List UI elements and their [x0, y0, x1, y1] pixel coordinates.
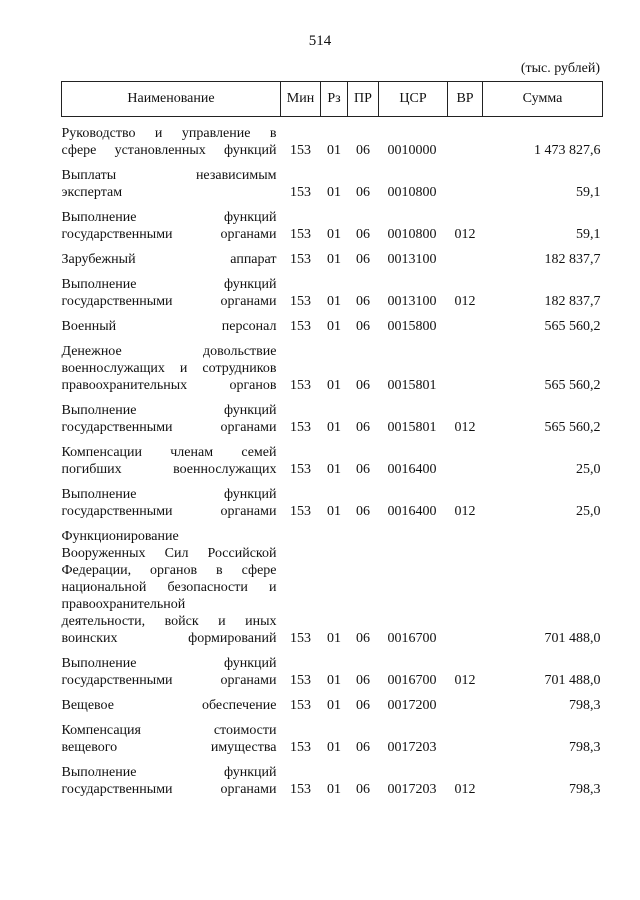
header-name: Наименование	[62, 82, 281, 117]
row-pr: 06	[356, 143, 370, 158]
row-name-line: Вещевое обеспечение	[61, 698, 277, 713]
row-csr: 0016700	[387, 631, 437, 646]
row-csr: 0015801	[387, 378, 437, 393]
row-name-line: Компенсация стоимости	[61, 723, 277, 738]
row-name-line: государственными органами	[61, 420, 277, 435]
row-name	[62, 398, 281, 440]
row-rz: 01	[327, 227, 341, 242]
row-vr: 012	[454, 227, 476, 242]
row-name	[62, 524, 281, 651]
row-min: 153	[290, 378, 311, 393]
row-pr: 06	[356, 462, 370, 477]
row-name	[62, 163, 281, 205]
row-name	[62, 117, 281, 164]
table-body	[62, 117, 603, 803]
row-csr: 0016400	[387, 462, 437, 477]
row-csr: 0013100	[387, 294, 437, 309]
row-rz: 01	[327, 740, 341, 755]
row-sum: 182 837,7	[544, 294, 601, 309]
row-vr	[448, 163, 483, 205]
row-name-line: Функционирование	[61, 529, 179, 544]
page-number: 514	[308, 33, 332, 49]
row-min: 153	[290, 782, 311, 797]
row-name	[62, 718, 281, 760]
header-pr: ПР	[348, 82, 379, 117]
row-min: 153	[290, 462, 311, 477]
row-name-line: национальной безопасности и	[61, 580, 277, 595]
row-name-line: Руководство и управление в	[61, 126, 277, 141]
row-name	[62, 760, 281, 802]
row-name-line: государственными органами	[61, 227, 277, 242]
row-pr: 06	[356, 673, 370, 688]
row-name-line: вещевого имущества	[61, 740, 277, 755]
row-sum: 565 560,2	[544, 420, 601, 435]
row-vr	[448, 524, 483, 651]
row-sum: 59,1	[576, 227, 601, 242]
row-vr: 012	[454, 673, 476, 688]
row-pr: 06	[356, 631, 370, 646]
row-sum: 25,0	[576, 504, 601, 519]
table-row	[62, 314, 603, 339]
table-row	[62, 651, 603, 693]
row-name-line: Военный персонал	[61, 319, 277, 334]
budget-table	[61, 81, 603, 802]
row-name-line: военнослужащих и сотрудников	[61, 361, 277, 376]
row-min: 153	[290, 698, 311, 713]
row-name-line: воинских формирований	[61, 631, 277, 646]
row-name-line: Зарубежный аппарат	[61, 252, 277, 267]
row-min: 153	[290, 227, 311, 242]
row-vr: 012	[454, 504, 476, 519]
row-name-line: Выполнение функций	[61, 765, 277, 780]
row-pr: 06	[356, 698, 370, 713]
row-pr: 06	[356, 740, 370, 755]
row-sum: 59,1	[576, 185, 601, 200]
row-vr: 012	[454, 294, 476, 309]
row-rz: 01	[327, 143, 341, 158]
row-pr: 06	[356, 504, 370, 519]
row-pr: 06	[356, 252, 370, 267]
table-row	[62, 247, 603, 272]
row-name-line: Компенсации членам семей	[61, 445, 277, 460]
row-name-line: Выполнение функций	[61, 487, 277, 502]
table-header-row	[62, 82, 603, 117]
row-sum: 798,3	[569, 782, 601, 797]
table-row	[62, 205, 603, 247]
row-csr: 0017203	[387, 782, 437, 797]
table-row	[62, 339, 603, 398]
row-name	[62, 651, 281, 693]
row-name-line: правоохранительных органов	[61, 378, 277, 393]
row-rz: 01	[327, 504, 341, 519]
row-name-line: государственными органами	[61, 294, 277, 309]
row-rz: 01	[327, 294, 341, 309]
row-name-line: Выполнение функций	[61, 210, 277, 225]
row-pr: 06	[356, 185, 370, 200]
row-csr: 0016400	[387, 504, 437, 519]
row-vr	[448, 440, 483, 482]
row-pr: 06	[356, 319, 370, 334]
row-rz: 01	[327, 378, 341, 393]
row-csr: 0015800	[387, 319, 437, 334]
table-row	[62, 398, 603, 440]
row-csr: 0015801	[387, 420, 437, 435]
row-name-line: сфере установленных функций	[61, 143, 277, 158]
row-name-line: государственными органами	[61, 504, 277, 519]
row-min: 153	[290, 504, 311, 519]
row-sum: 798,3	[569, 740, 601, 755]
row-min: 153	[290, 252, 311, 267]
row-sum: 182 837,7	[544, 252, 601, 267]
row-pr: 06	[356, 420, 370, 435]
row-csr: 0010800	[387, 227, 437, 242]
row-name	[62, 247, 281, 272]
row-min: 153	[290, 673, 311, 688]
row-min: 153	[290, 420, 311, 435]
table-row	[62, 163, 603, 205]
row-min: 153	[290, 185, 311, 200]
row-sum: 798,3	[569, 698, 601, 713]
row-name-line: Федерации, органов в сфере	[61, 563, 277, 578]
row-csr: 0010000	[387, 143, 437, 158]
row-name-line: Выполнение функций	[61, 277, 277, 292]
row-csr: 0013100	[387, 252, 437, 267]
units-label: (тыс. рублей)	[520, 61, 600, 76]
header-sum: Сумма	[483, 82, 603, 117]
row-min: 153	[290, 319, 311, 334]
table-row	[62, 440, 603, 482]
row-rz: 01	[327, 782, 341, 797]
row-name	[62, 272, 281, 314]
row-sum: 701 488,0	[544, 631, 601, 646]
row-sum: 565 560,2	[544, 378, 601, 393]
row-vr	[448, 718, 483, 760]
row-csr: 0010800	[387, 185, 437, 200]
header-csr: ЦСР	[379, 82, 448, 117]
row-pr: 06	[356, 782, 370, 797]
header-min: Мин	[281, 82, 321, 117]
row-rz: 01	[327, 185, 341, 200]
row-min: 153	[290, 631, 311, 646]
row-name-line: Выполнение функций	[61, 403, 277, 418]
row-sum: 565 560,2	[544, 319, 601, 334]
row-csr: 0017200	[387, 698, 437, 713]
row-pr: 06	[356, 227, 370, 242]
row-pr: 06	[356, 294, 370, 309]
row-name-line: деятельности, войск и иных	[61, 614, 277, 629]
row-vr: 012	[454, 782, 476, 797]
row-vr	[448, 117, 483, 164]
row-vr	[448, 314, 483, 339]
row-sum: 701 488,0	[544, 673, 601, 688]
row-name	[62, 440, 281, 482]
row-name-line: Денежное довольствие	[61, 344, 277, 359]
table-row	[62, 482, 603, 524]
row-rz: 01	[327, 252, 341, 267]
row-name	[62, 314, 281, 339]
row-name-line: государственными органами	[61, 782, 277, 797]
row-min: 153	[290, 740, 311, 755]
row-name	[62, 205, 281, 247]
row-rz: 01	[327, 462, 341, 477]
row-name-line: Вооруженных Сил Российской	[61, 546, 277, 561]
table-row	[62, 272, 603, 314]
row-name-line: экспертам	[61, 185, 123, 200]
row-name-line: правоохранительной	[61, 597, 186, 612]
row-rz: 01	[327, 631, 341, 646]
row-name	[62, 693, 281, 718]
header-vr: ВР	[448, 82, 483, 117]
row-min: 153	[290, 294, 311, 309]
table-row	[62, 693, 603, 718]
row-name	[62, 339, 281, 398]
table-row	[62, 718, 603, 760]
row-sum: 1 473 827,6	[534, 143, 601, 158]
row-rz: 01	[327, 420, 341, 435]
table-row	[62, 117, 603, 164]
header-rz: Рз	[321, 82, 348, 117]
row-rz: 01	[327, 698, 341, 713]
row-name-line: погибших военнослужащих	[61, 462, 277, 477]
row-pr: 06	[356, 378, 370, 393]
row-name-line: государственными органами	[61, 673, 277, 688]
row-rz: 01	[327, 319, 341, 334]
row-rz: 01	[327, 673, 341, 688]
table-row	[62, 524, 603, 651]
table-row	[62, 760, 603, 802]
row-vr: 012	[454, 420, 476, 435]
row-name-line: Выплаты независимым	[61, 168, 277, 183]
row-name-line: Выполнение функций	[61, 656, 277, 671]
row-csr: 0017203	[387, 740, 437, 755]
row-name	[62, 482, 281, 524]
row-vr	[448, 247, 483, 272]
row-sum: 25,0	[576, 462, 601, 477]
row-vr	[448, 693, 483, 718]
row-csr: 0016700	[387, 673, 437, 688]
row-vr	[448, 339, 483, 398]
row-min: 153	[290, 143, 311, 158]
